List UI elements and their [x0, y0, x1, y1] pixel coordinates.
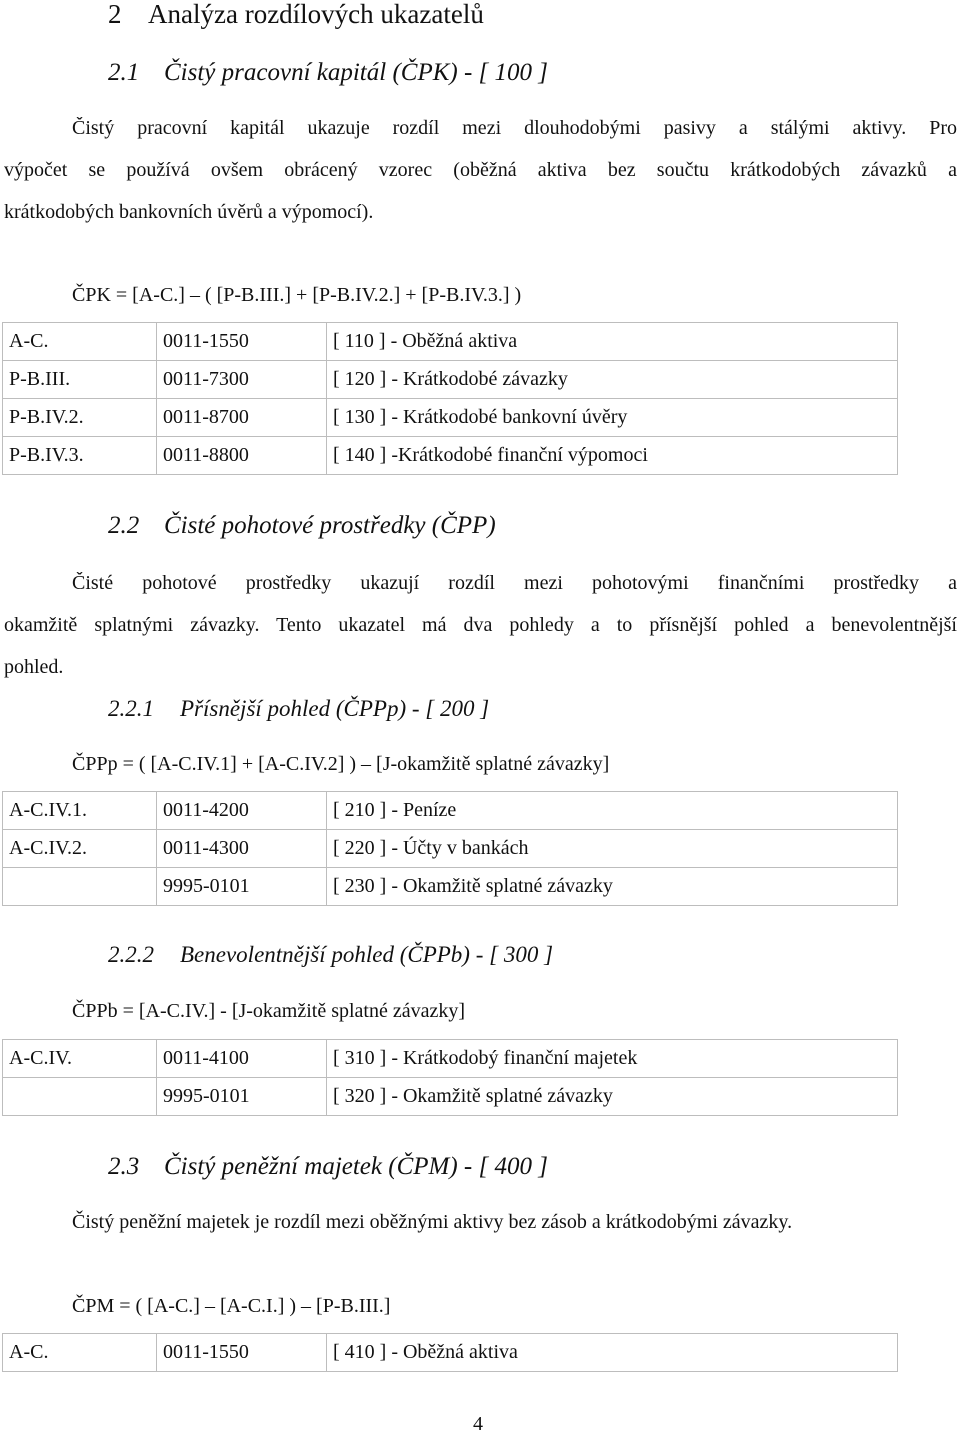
table-cell-account: 0011-8700 — [157, 399, 327, 437]
table-cell-account: 0011-1550 — [157, 323, 327, 361]
table-row — [3, 868, 898, 906]
subsection-number: 2.2.2 — [108, 942, 154, 967]
section-heading — [108, 0, 484, 30]
table-cell-account: 0011-1550 — [157, 1334, 327, 1372]
paragraph-line: krátkodobých bankovních úvěrů a výpomocí). — [4, 201, 374, 223]
table-cell-description: [ 220 ] - Účty v bankách — [327, 830, 898, 868]
table-cell-code: A-C.IV.2. — [3, 830, 157, 868]
subsection-heading-2-2 — [108, 512, 496, 540]
formula: ČPM = ( [A-C.] – [A-C.I.] ) – [P-B.III.] — [72, 1295, 391, 1317]
paragraph-line: Čistý pracovní kapitál ukazuje rozdíl mezi dlouhodobými pasivy a stálými aktivy. Pro — [72, 117, 957, 139]
table-row — [3, 361, 898, 399]
account-table-2-2-1 — [2, 791, 898, 906]
table-cell-code: A-C. — [3, 323, 157, 361]
subsection-title: Čistý pracovní kapitál (ČPK) - [ 100 ] — [164, 59, 548, 86]
subsection-number: 2.1 — [108, 59, 140, 86]
page-number: 4 — [473, 1413, 483, 1435]
subsection-title: Čistý peněžní majetek (ČPM) - [ 400 ] — [164, 1153, 548, 1180]
paragraph-line: Čistý peněžní majetek je rozdíl mezi oběžnými aktivy bez zásob a krátkodobými závazky. — [72, 1211, 793, 1233]
subsection-title: Přísnější pohled (ČPPp) - [ 200 ] — [180, 696, 490, 721]
formula: ČPPp = ( [A-C.IV.1] + [A-C.IV.2] ) – [J-okamžitě splatné závazky] — [72, 753, 610, 775]
table-row — [3, 323, 898, 361]
table-cell-description: [ 410 ] - Oběžná aktiva — [327, 1334, 898, 1372]
formula: ČPK = [A-C.] – ( [P-B.III.] + [P-B.IV.2.] + [P-B.IV.3.] ) — [72, 284, 522, 306]
table-cell-description: [ 120 ] - Krátkodobé závazky — [327, 361, 898, 399]
subsection-title: Benevolentnější pohled (ČPPb) - [ 300 ] — [180, 942, 554, 967]
subsection-heading-2-2-1 — [108, 696, 489, 722]
account-table-2-3 — [2, 1333, 898, 1372]
table-cell-account: 0011-7300 — [157, 361, 327, 399]
formula: ČPPb = [A-C.IV.] - [J-okamžitě splatné závazky] — [72, 1000, 466, 1022]
paragraph-line: okamžitě splatnými závazky. Tento ukazatel má dva pohledy a to přísnější pohled a benevolentnější — [4, 614, 957, 636]
subsection-heading-2-2-2 — [108, 942, 553, 968]
table-row — [3, 1334, 898, 1372]
subsection-number: 2.3 — [108, 1153, 140, 1180]
account-table-2-1 — [2, 322, 898, 475]
table-cell-code: A-C. — [3, 1334, 157, 1372]
table-row — [3, 437, 898, 475]
table-cell-account: 0011-4300 — [157, 830, 327, 868]
table-cell-account: 0011-8800 — [157, 437, 327, 475]
subsection-number: 2.2 — [108, 512, 140, 539]
table-cell-description: [ 310 ] - Krátkodobý finanční majetek — [327, 1040, 898, 1078]
section-number: 2 — [108, 0, 122, 29]
table-cell-code — [3, 868, 157, 906]
table-cell-code: A-C.IV.1. — [3, 792, 157, 830]
table-cell-account: 9995-0101 — [157, 1078, 327, 1116]
table-row — [3, 792, 898, 830]
table-cell-description: [ 320 ] - Okamžitě splatné závazky — [327, 1078, 898, 1116]
table-cell-description: [ 130 ] - Krátkodobé bankovní úvěry — [327, 399, 898, 437]
table-row — [3, 1078, 898, 1116]
table-row — [3, 1040, 898, 1078]
table-cell-account: 0011-4100 — [157, 1040, 327, 1078]
section-title: Analýza rozdílových ukazatelů — [148, 0, 484, 29]
table-cell-code: P-B.III. — [3, 361, 157, 399]
table-cell-account: 9995-0101 — [157, 868, 327, 906]
table-cell-description: [ 230 ] - Okamžitě splatné závazky — [327, 868, 898, 906]
account-table-2-2-2 — [2, 1039, 898, 1116]
subsection-number: 2.2.1 — [108, 696, 154, 721]
subsection-title: Čisté pohotové prostředky (ČPP) — [164, 512, 496, 539]
table-cell-code: P-B.IV.3. — [3, 437, 157, 475]
table-cell-code: P-B.IV.2. — [3, 399, 157, 437]
table-cell-code — [3, 1078, 157, 1116]
paragraph-line: výpočet se používá ovšem obrácený vzorec (oběžná aktiva bez součtu krátkodobých závazků a — [4, 159, 957, 181]
subsection-heading-2-3 — [108, 1153, 548, 1181]
table-cell-account: 0011-4200 — [157, 792, 327, 830]
table-row — [3, 399, 898, 437]
table-row — [3, 830, 898, 868]
table-cell-code: A-C.IV. — [3, 1040, 157, 1078]
table-cell-description: [ 110 ] - Oběžná aktiva — [327, 323, 898, 361]
table-cell-description: [ 140 ] -Krátkodobé finanční výpomoci — [327, 437, 898, 475]
paragraph-line: Čisté pohotové prostředky ukazují rozdíl mezi pohotovými finančními prostředky a — [72, 572, 957, 594]
paragraph-line: pohled. — [4, 656, 64, 678]
table-cell-description: [ 210 ] - Peníze — [327, 792, 898, 830]
subsection-heading-2-1 — [108, 59, 548, 87]
